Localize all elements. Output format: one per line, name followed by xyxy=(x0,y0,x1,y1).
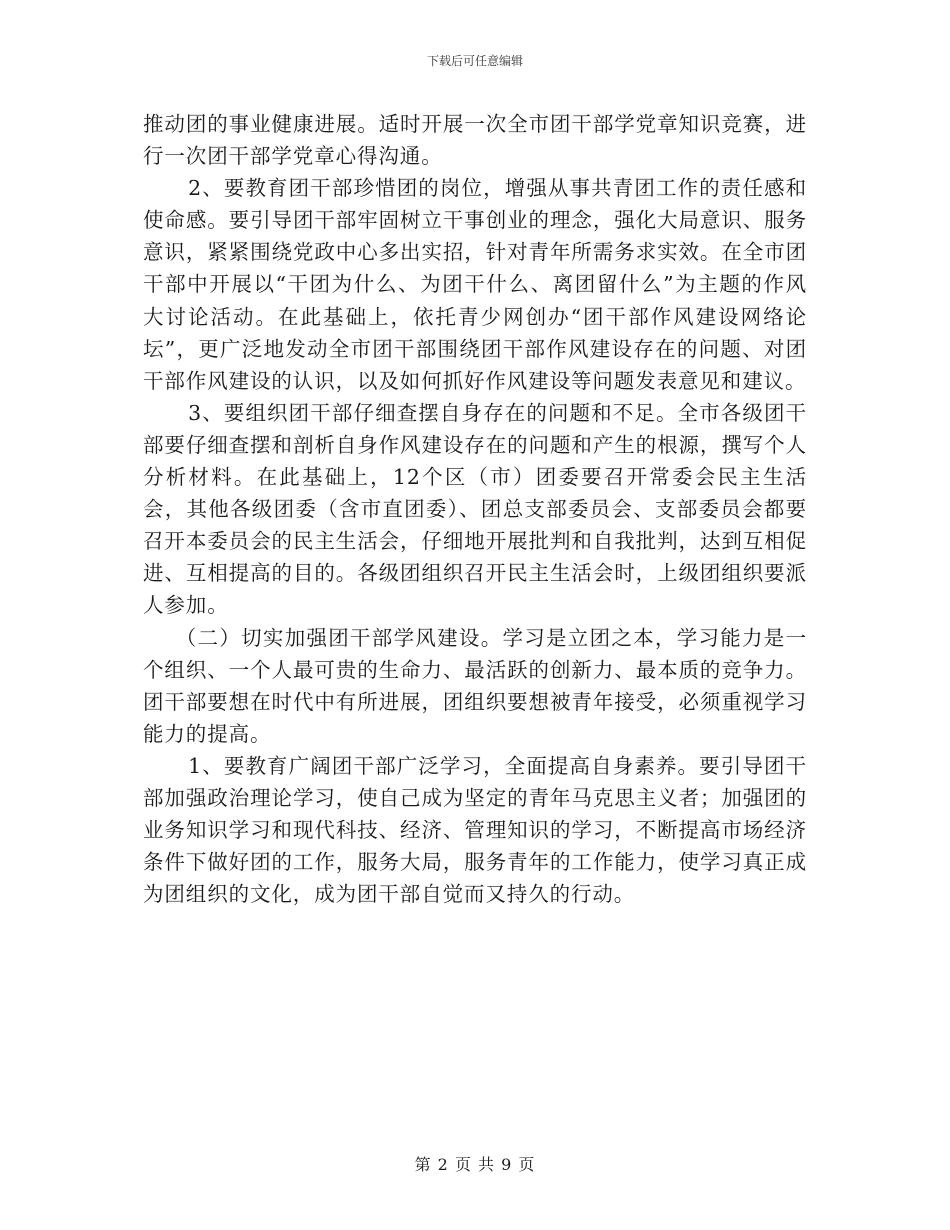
page-number: 第 2 页 共 9 页 xyxy=(414,1155,536,1174)
paragraph-item-3: 3、要组织团干部仔细查摆自身存在的问题和不足。全市各级团干部要仔细查摆和剖析自身作风建设存在的问题和产生的根源，撰写个人分析材料。在此基础上，12个区（市）团委要召开常委会民主生活会，其他各级团委（含市直团委）、团总支部委员会、支部委员会都要召开本委员会的民主生活会，仔细地开展批判和自我批判，达到互相促进、互相提高的目的。各级团组织召开民主生活会时，上级团组织要派人参加。 xyxy=(143,400,807,618)
paragraph-item-1: 1、要教育广阔团干部广泛学习，全面提高自身素养。要引导团干部加强政治理论学习，使自己成为坚定的青年马克思主义者；加强团的业务知识学习和现代科技、经济、管理知识的学习，不断提高市场经济条件下做好团的工作，服务大局，服务青年的工作能力，使学习真正成为团组织的文化，成为团干部自觉而又持久的行动。 xyxy=(143,753,807,907)
paragraph-item-2: 2、要教育团干部珍惜团的岗位，增强从事共青团工作的责任感和使命感。要引导团干部牢固树立干事创业的理念，强化大局意识、服务意识，紧紧围绕党政中心多出实招，针对青年所需务求实效。在全市团干部中开展以“干团为什么、为团干什么、离团留什么”为主题的作风大讨论活动。在此基础上，依托青少网创办“团干部作风建设网络论坛”，更广泛地发动全市团干部围绕团干部作风建设存在的问题、对团干部作风建设的认识，以及如何抓好作风建设等问题发表意见和建议。 xyxy=(143,176,807,393)
page-header-note: 下载后可任意编辑 xyxy=(426,54,523,68)
document-body xyxy=(143,108,807,910)
paragraph-continuation: 推动团的事业健康进展。适时开展一次全市团干部学党章知识竞赛，进行一次团干部学党章心得沟通。 xyxy=(143,112,807,169)
paragraph-section-2: （二）切实加强团干部学风建设。学习是立团之本，学习能力是一个组织、一个人最可贵的生命力、最活跃的创新力、最本质的竞争力。团干部要想在时代中有所进展，团组织要想被青年接受，必须重视学习能力的提高。 xyxy=(143,625,807,746)
